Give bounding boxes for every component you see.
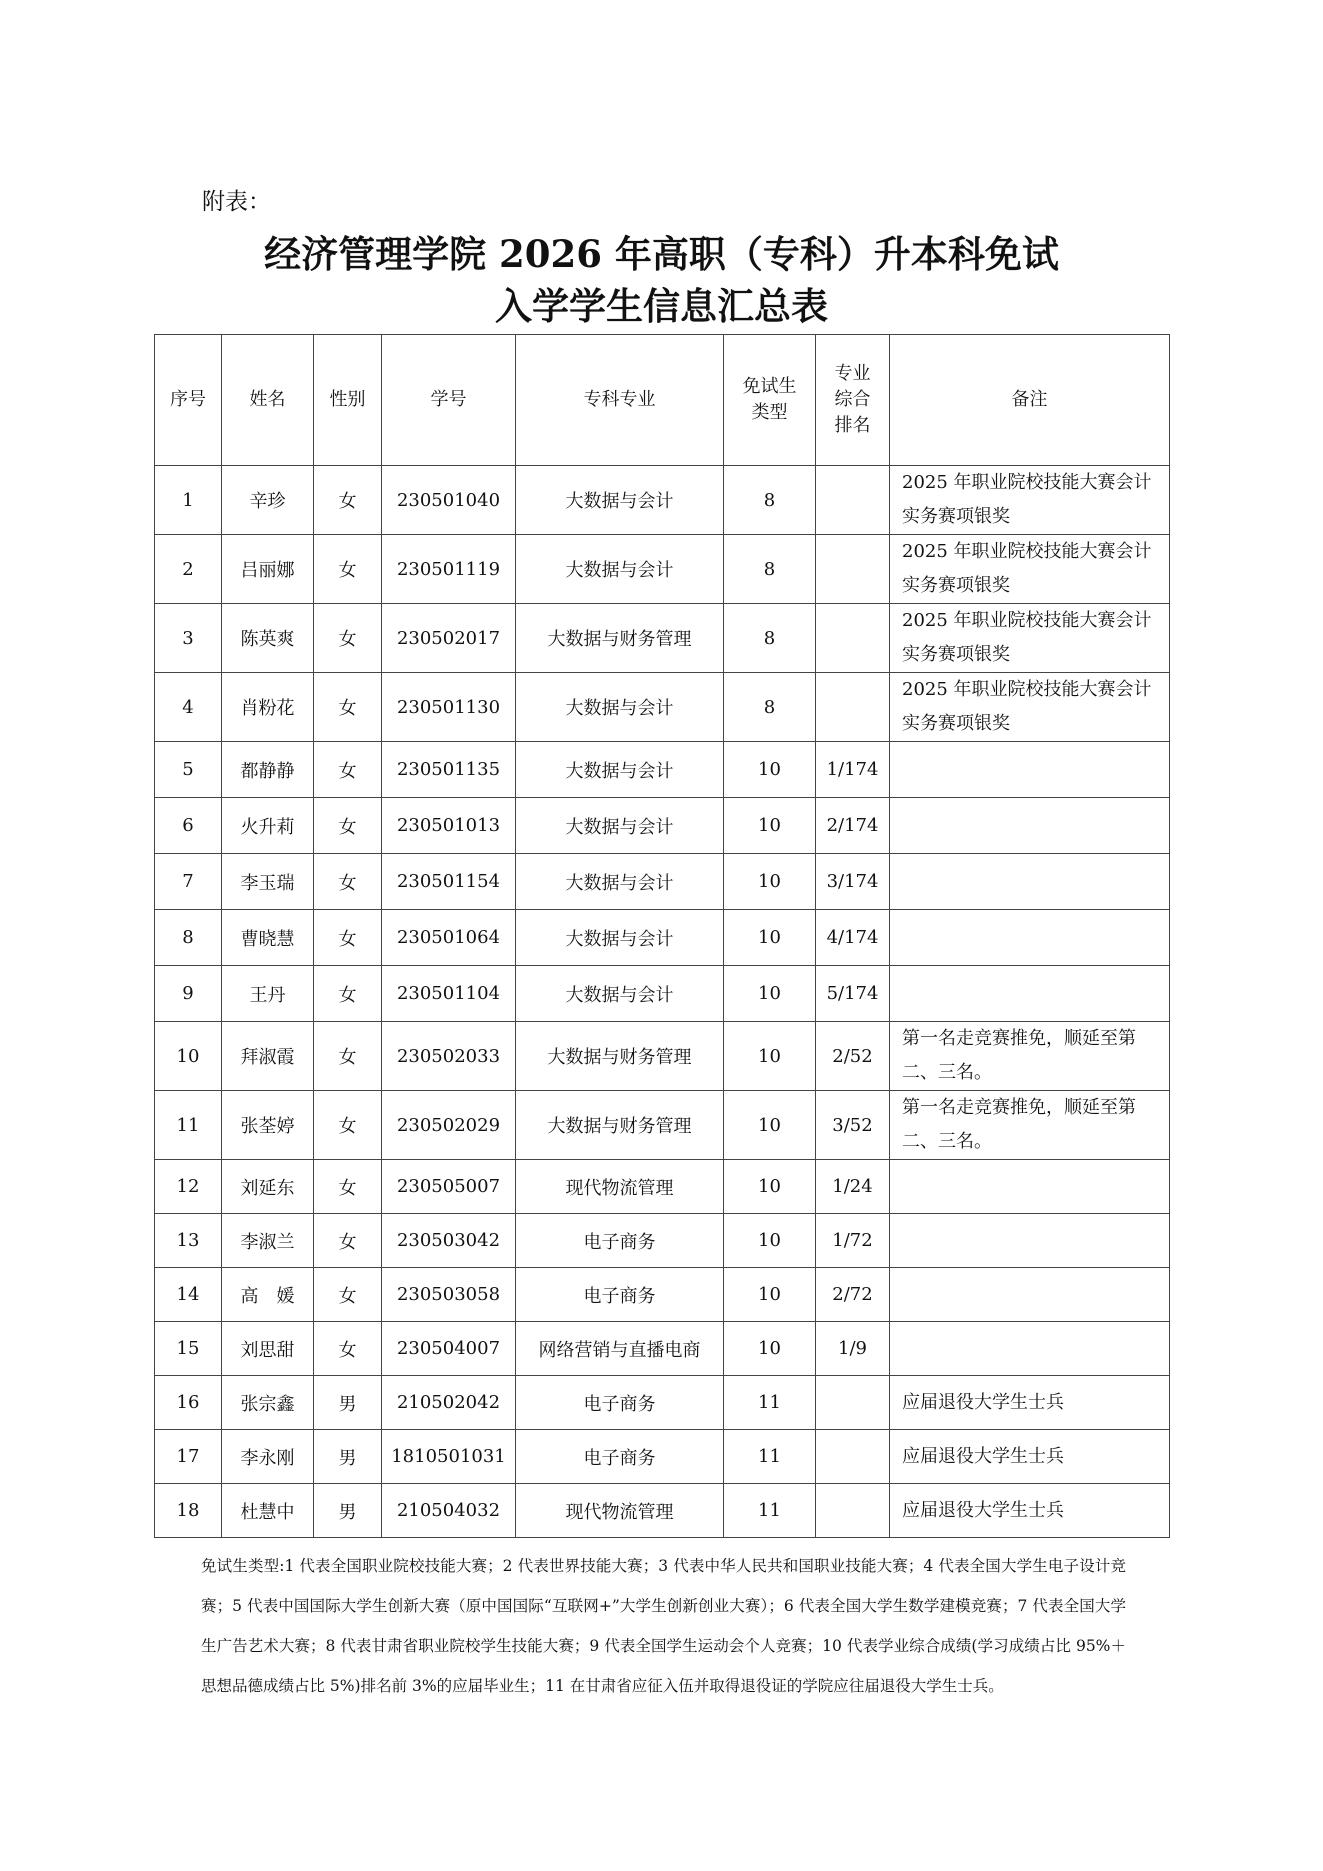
cell-name: 张宗鑫 [222,1376,314,1430]
cell-exempt-type: 11 [724,1376,816,1430]
table-row [155,1022,1170,1091]
cell-rank: 3/52 [816,1091,890,1160]
cell-rank: 2/72 [816,1268,890,1322]
table-row [155,1091,1170,1160]
cell-remark [890,966,1170,1022]
cell-major: 电子商务 [516,1268,724,1322]
cell-exempt-type: 10 [724,742,816,798]
cell-remark [890,798,1170,854]
table-row [155,535,1170,604]
table-row [155,1268,1170,1322]
table-header-row [155,335,1170,466]
cell-student-id: 230502029 [382,1091,516,1160]
cell-student-id: 230504007 [382,1322,516,1376]
cell-rank [816,466,890,535]
table-row [155,673,1170,742]
cell-student-id: 230502033 [382,1022,516,1091]
cell-remark [890,910,1170,966]
cell-student-id: 230503058 [382,1268,516,1322]
cell-name: 高 媛 [222,1268,314,1322]
cell-name: 拜淑霞 [222,1022,314,1091]
cell-exempt-type: 10 [724,966,816,1022]
header-student-id: 学号 [382,335,516,466]
table-row [155,854,1170,910]
cell-index: 16 [155,1376,222,1430]
header-name: 姓名 [222,335,314,466]
cell-rank: 1/174 [816,742,890,798]
cell-remark [890,854,1170,910]
cell-name: 曹晓慧 [222,910,314,966]
cell-index: 1 [155,466,222,535]
table-row [155,910,1170,966]
header-remark: 备注 [890,335,1170,466]
cell-student-id: 1810501031 [382,1430,516,1484]
cell-major: 大数据与会计 [516,966,724,1022]
cell-rank [816,535,890,604]
cell-major: 现代物流管理 [516,1160,724,1214]
cell-major: 现代物流管理 [516,1484,724,1538]
footnote: 免试生类型:1 代表全国职业院校技能大赛；2 代表世界技能大赛；3 代表中华人民共和国职业技能大赛；4 代表全国大学生电子设计竞赛；5 代表中国国际大学生创新大赛（原中国国际“互联网+”大学生创新创业大赛）；6 代表全国大学生数学建模竞赛；7 代表全国大学生广告艺术大赛；8 代表甘肃省职业院校学生技能大赛；9 代表全国学生运动会个人竞赛；10 代表学业综合成绩(学习成绩占比 95%＋思想品德成绩占比 5%)排名前 3%的应届毕业生；11 在甘肃省应征入伍并取得退役证的学院应往届退役大学生士兵。 [201,1557,1126,1695]
cell-remark: 2025 年职业院校技能大赛会计实务赛项银奖 [890,535,1170,604]
cell-name: 杜慧中 [222,1484,314,1538]
cell-index: 18 [155,1484,222,1538]
table-row [155,1376,1170,1430]
cell-major: 大数据与财务管理 [516,1091,724,1160]
cell-remark [890,1268,1170,1322]
cell-exempt-type: 10 [724,1322,816,1376]
cell-gender: 女 [314,1268,382,1322]
header-gender: 性别 [314,335,382,466]
cell-name: 辛珍 [222,466,314,535]
cell-rank [816,604,890,673]
cell-gender: 女 [314,1214,382,1268]
cell-gender: 女 [314,1160,382,1214]
cell-exempt-type: 10 [724,854,816,910]
attachment-label: 附表： [202,189,271,215]
table-row [155,1214,1170,1268]
cell-index: 15 [155,1322,222,1376]
cell-name: 张荃婷 [222,1091,314,1160]
cell-student-id: 230501104 [382,966,516,1022]
cell-student-id: 230502017 [382,604,516,673]
cell-name: 李淑兰 [222,1214,314,1268]
student-info-table [154,334,1170,1538]
cell-exempt-type: 10 [724,1091,816,1160]
table-row [155,604,1170,673]
cell-major: 大数据与会计 [516,854,724,910]
cell-exempt-type: 10 [724,1214,816,1268]
cell-index: 10 [155,1022,222,1091]
cell-index: 2 [155,535,222,604]
cell-name: 肖粉花 [222,673,314,742]
cell-student-id: 230501119 [382,535,516,604]
cell-major: 电子商务 [516,1376,724,1430]
cell-remark: 2025 年职业院校技能大赛会计实务赛项银奖 [890,604,1170,673]
cell-index: 11 [155,1091,222,1160]
cell-remark [890,1322,1170,1376]
cell-gender: 女 [314,910,382,966]
cell-rank: 2/52 [816,1022,890,1091]
table-row [155,1430,1170,1484]
cell-name: 火升莉 [222,798,314,854]
cell-major: 大数据与会计 [516,742,724,798]
cell-gender: 女 [314,604,382,673]
cell-exempt-type: 8 [724,604,816,673]
cell-gender: 男 [314,1484,382,1538]
cell-rank: 3/174 [816,854,890,910]
cell-student-id: 230501013 [382,798,516,854]
cell-remark: 应届退役大学生士兵 [890,1376,1170,1430]
cell-student-id: 210504032 [382,1484,516,1538]
cell-major: 大数据与会计 [516,798,724,854]
cell-remark [890,1160,1170,1214]
cell-rank: 1/24 [816,1160,890,1214]
table-row [155,466,1170,535]
cell-student-id: 230501135 [382,742,516,798]
cell-remark: 第一名走竞赛推免，顺延至第二、三名。 [890,1022,1170,1091]
header-exempt-type: 免试生类型 [724,335,816,466]
cell-major: 大数据与会计 [516,673,724,742]
cell-exempt-type: 8 [724,466,816,535]
cell-gender: 男 [314,1376,382,1430]
table-row [155,966,1170,1022]
cell-rank [816,673,890,742]
cell-index: 5 [155,742,222,798]
cell-student-id: 230505007 [382,1160,516,1214]
cell-index: 13 [155,1214,222,1268]
cell-exempt-type: 10 [724,1268,816,1322]
cell-gender: 男 [314,1430,382,1484]
cell-gender: 女 [314,1322,382,1376]
table-row [155,1160,1170,1214]
table-row [155,798,1170,854]
cell-index: 14 [155,1268,222,1322]
cell-major: 电子商务 [516,1214,724,1268]
cell-index: 3 [155,604,222,673]
cell-name: 刘延东 [222,1160,314,1214]
cell-student-id: 210502042 [382,1376,516,1430]
cell-index: 7 [155,854,222,910]
cell-gender: 女 [314,1091,382,1160]
cell-gender: 女 [314,798,382,854]
cell-index: 12 [155,1160,222,1214]
cell-exempt-type: 8 [724,673,816,742]
cell-major: 大数据与会计 [516,535,724,604]
cell-index: 8 [155,910,222,966]
cell-name: 李玉瑞 [222,854,314,910]
cell-index: 4 [155,673,222,742]
cell-rank: 4/174 [816,910,890,966]
cell-exempt-type: 10 [724,1022,816,1091]
cell-major: 大数据与会计 [516,910,724,966]
cell-rank: 1/9 [816,1322,890,1376]
cell-remark: 2025 年职业院校技能大赛会计实务赛项银奖 [890,466,1170,535]
table-row [155,1322,1170,1376]
cell-name: 刘思甜 [222,1322,314,1376]
cell-index: 6 [155,798,222,854]
cell-major: 网络营销与直播电商 [516,1322,724,1376]
cell-gender: 女 [314,535,382,604]
cell-gender: 女 [314,966,382,1022]
cell-major: 电子商务 [516,1430,724,1484]
cell-student-id: 230501064 [382,910,516,966]
table-row [155,742,1170,798]
cell-remark: 2025 年职业院校技能大赛会计实务赛项银奖 [890,673,1170,742]
cell-exempt-type: 10 [724,910,816,966]
table-row [155,1484,1170,1538]
cell-rank [816,1430,890,1484]
cell-major: 大数据与会计 [516,466,724,535]
cell-remark [890,742,1170,798]
cell-index: 9 [155,966,222,1022]
cell-rank [816,1484,890,1538]
cell-gender: 女 [314,742,382,798]
header-rank: 专业综合排名 [816,335,890,466]
cell-rank: 5/174 [816,966,890,1022]
cell-name: 都静静 [222,742,314,798]
document-title-line-1: 经济管理学院 2026 年高职（专科）升本科免试 [264,232,1059,276]
cell-name: 王丹 [222,966,314,1022]
cell-student-id: 230501040 [382,466,516,535]
cell-remark: 应届退役大学生士兵 [890,1484,1170,1538]
header-index: 序号 [155,335,222,466]
cell-remark: 应届退役大学生士兵 [890,1430,1170,1484]
cell-index: 17 [155,1430,222,1484]
cell-gender: 女 [314,466,382,535]
cell-remark: 第一名走竞赛推免，顺延至第二、三名。 [890,1091,1170,1160]
header-major: 专科专业 [516,335,724,466]
cell-exempt-type: 11 [724,1430,816,1484]
cell-student-id: 230501154 [382,854,516,910]
document-title-line-2: 入学学生信息汇总表 [495,284,828,328]
cell-rank: 2/174 [816,798,890,854]
cell-rank [816,1376,890,1430]
cell-exempt-type: 8 [724,535,816,604]
cell-gender: 女 [314,854,382,910]
cell-name: 陈英爽 [222,604,314,673]
cell-gender: 女 [314,1022,382,1091]
cell-exempt-type: 10 [724,1160,816,1214]
cell-student-id: 230501130 [382,673,516,742]
cell-remark [890,1214,1170,1268]
cell-student-id: 230503042 [382,1214,516,1268]
cell-gender: 女 [314,673,382,742]
cell-exempt-type: 10 [724,798,816,854]
cell-major: 大数据与财务管理 [516,604,724,673]
cell-name: 李永刚 [222,1430,314,1484]
cell-rank: 1/72 [816,1214,890,1268]
cell-major: 大数据与财务管理 [516,1022,724,1091]
cell-exempt-type: 11 [724,1484,816,1538]
cell-name: 吕丽娜 [222,535,314,604]
